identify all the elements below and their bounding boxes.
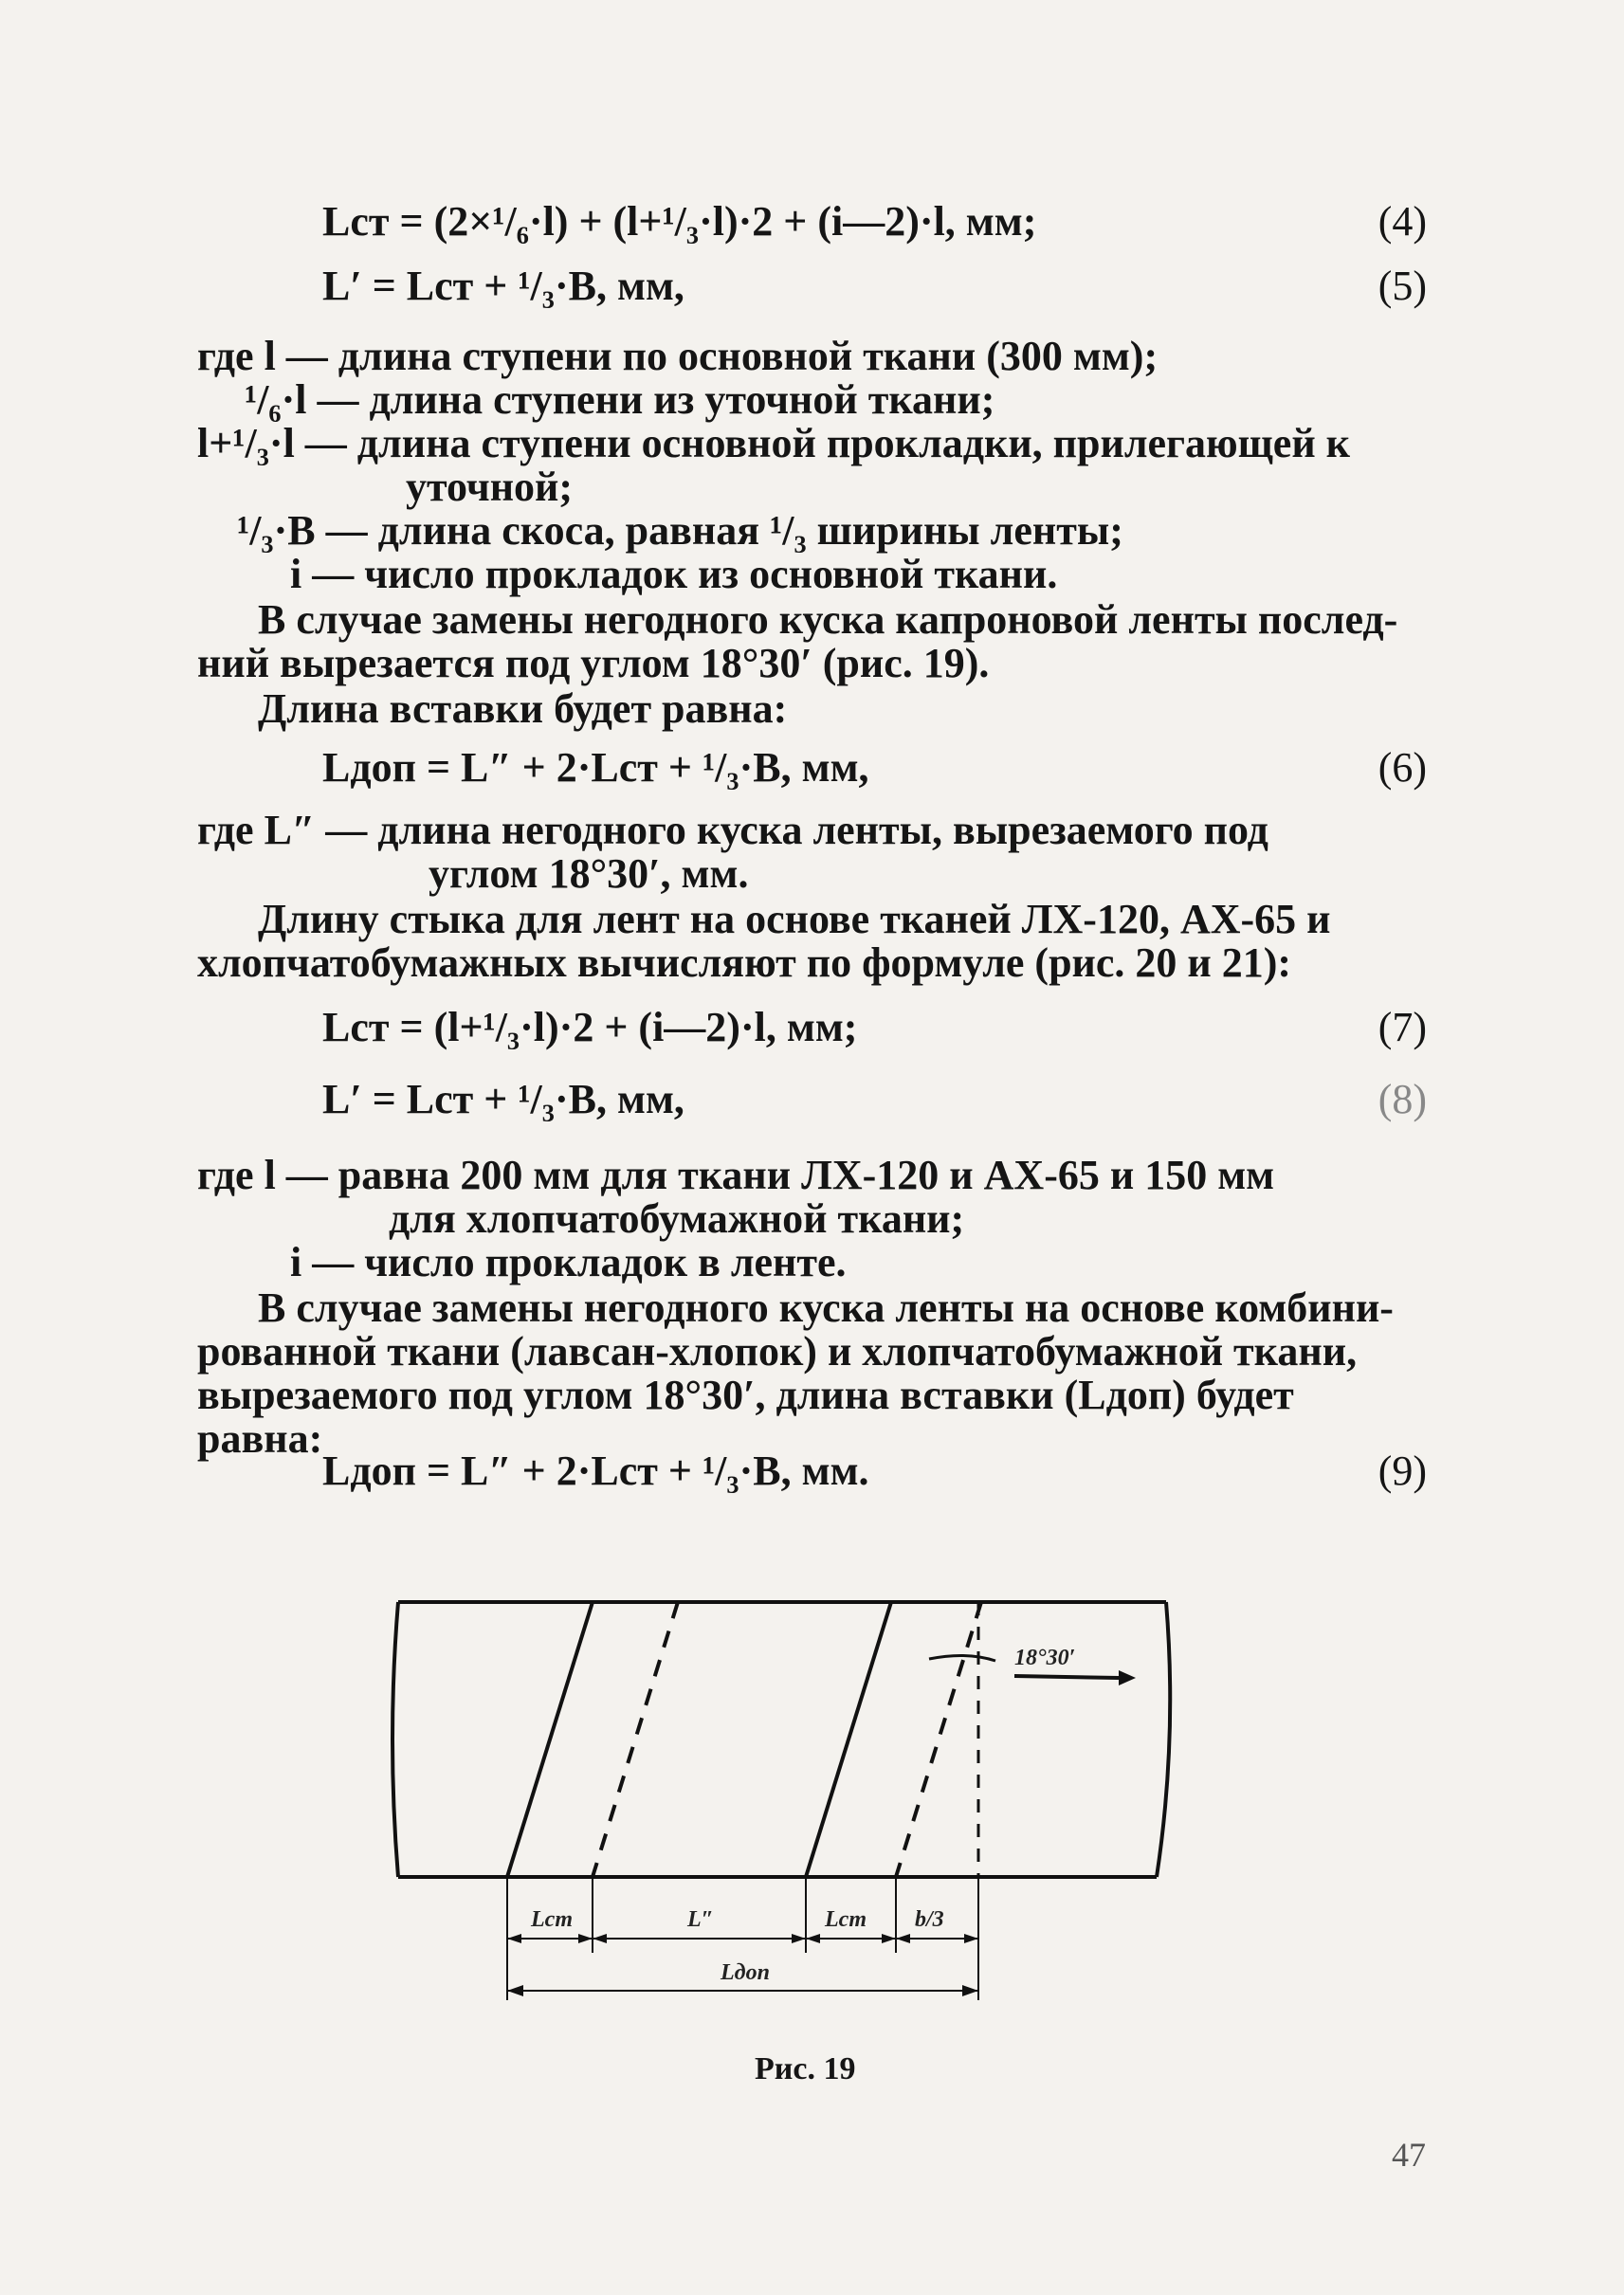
paragraph-line: равна: xyxy=(197,1415,323,1462)
formula-5: L′ = Lст + ¹/₃·B, мм, xyxy=(322,263,684,309)
where-line: i — число прокладок из основной ткани. xyxy=(290,551,1058,597)
where-line: ¹/₃·B — длина скоса, равная ¹/₃ ширины ленты; xyxy=(237,507,1123,554)
equation-number-4: (4) xyxy=(1378,198,1427,245)
arrow-head-icon xyxy=(792,1934,806,1943)
paragraph-line: хлопчатобумажных вычисляют по формуле (рис. 20 и 21): xyxy=(197,939,1292,986)
formula-6: Lдоп = L″ + 2·Lст + ¹/₃·B, мм, xyxy=(322,744,869,791)
arrow-head-icon xyxy=(593,1934,607,1943)
cut-line-solid xyxy=(507,1602,593,1877)
dimension-label: b/3 xyxy=(915,1907,944,1932)
arrow-head-icon xyxy=(507,1934,521,1943)
where-line: i — число прокладок в ленте. xyxy=(290,1239,847,1285)
where-line: ¹/₆·l — длина ступени из уточной ткани; xyxy=(245,376,995,423)
paragraph-line: ний вырезается под углом 18°30′ (рис. 19). xyxy=(197,640,990,686)
angle-label: 18°30′ xyxy=(1014,1646,1076,1670)
equation-number-9: (9) xyxy=(1378,1448,1427,1494)
equation-number-5: (5) xyxy=(1378,263,1427,309)
paragraph-line: В случае замены негодного куска ленты на основе комбини- xyxy=(258,1284,1394,1331)
formula-9: Lдоп = L″ + 2·Lст + ¹/₃·B, мм. xyxy=(322,1448,869,1494)
equation-number-8: (8) xyxy=(1378,1076,1427,1122)
paragraph-line: Длина вставки будет равна: xyxy=(258,685,788,732)
paragraph-line: Длину стыка для лент на основе тканей ЛХ-120, АХ-65 и xyxy=(258,896,1331,942)
arrow-head-icon xyxy=(896,1934,910,1943)
cut-line-dashed xyxy=(593,1602,678,1877)
cut-line-solid xyxy=(806,1602,891,1877)
dimension-label: Lст xyxy=(531,1907,573,1932)
arrow-head-icon xyxy=(964,1934,978,1943)
formula-8: L′ = Lст + ¹/₃·B, мм, xyxy=(322,1076,684,1122)
where-line: где L″ — длина негодного куска ленты, вырезаемого под xyxy=(197,807,1268,853)
where-line: где l — равна 200 мм для ткани ЛХ-120 и АХ-65 и 150 мм xyxy=(197,1152,1275,1198)
total-dimension-label: Lдоп xyxy=(721,1960,770,1985)
dimension-label: Lст xyxy=(825,1907,867,1932)
formula-7: Lст = (l+¹/₃·l)·2 + (i—2)·l, мм; xyxy=(322,1004,858,1050)
where-line: для хлопчатобумажной ткани; xyxy=(389,1195,965,1242)
belt-right-break xyxy=(1157,1602,1170,1877)
paragraph-line: вырезаемого под углом 18°30′, длина вставки (Lдоп) будет xyxy=(197,1372,1294,1418)
arrow-head-icon xyxy=(507,1985,523,1996)
paragraph-line: В случае замены негодного куска капроновой ленты послед- xyxy=(258,596,1398,643)
arrow-head-icon xyxy=(578,1934,593,1943)
arrow-head-icon xyxy=(882,1934,896,1943)
figure-19 xyxy=(360,1583,1213,2114)
belt-splice-diagram xyxy=(360,1583,1213,2114)
angle-arrow xyxy=(1014,1676,1119,1678)
formula-4: Lст = (2×¹/₆·l) + (l+¹/₃·l)·2 + (i—2)·l, мм; xyxy=(322,198,1037,245)
figure-caption: Рис. 19 xyxy=(755,2051,856,2086)
where-line: где l — длина ступени по основной ткани (300 мм); xyxy=(197,333,1159,379)
where-line: l+¹/₃·l — длина ступени основной прокладки, прилегающей к xyxy=(197,420,1351,466)
paragraph-line: рованной ткани (лавсан-хлопок) и хлопчатобумажной ткани, xyxy=(197,1328,1358,1375)
belt-left-break xyxy=(392,1602,398,1877)
arrow-head-icon xyxy=(962,1985,978,1996)
arrow-head-icon xyxy=(806,1934,820,1943)
equation-number-7: (7) xyxy=(1378,1004,1427,1050)
dimension-label: L″ xyxy=(687,1907,714,1932)
equation-number-6: (6) xyxy=(1378,744,1427,791)
where-line: углом 18°30′, мм. xyxy=(429,850,749,897)
page-number: 47 xyxy=(1392,2136,1426,2174)
cut-line-dashed xyxy=(896,1602,981,1877)
where-line: уточной; xyxy=(406,464,574,510)
arrow-head-icon xyxy=(1119,1670,1136,1685)
